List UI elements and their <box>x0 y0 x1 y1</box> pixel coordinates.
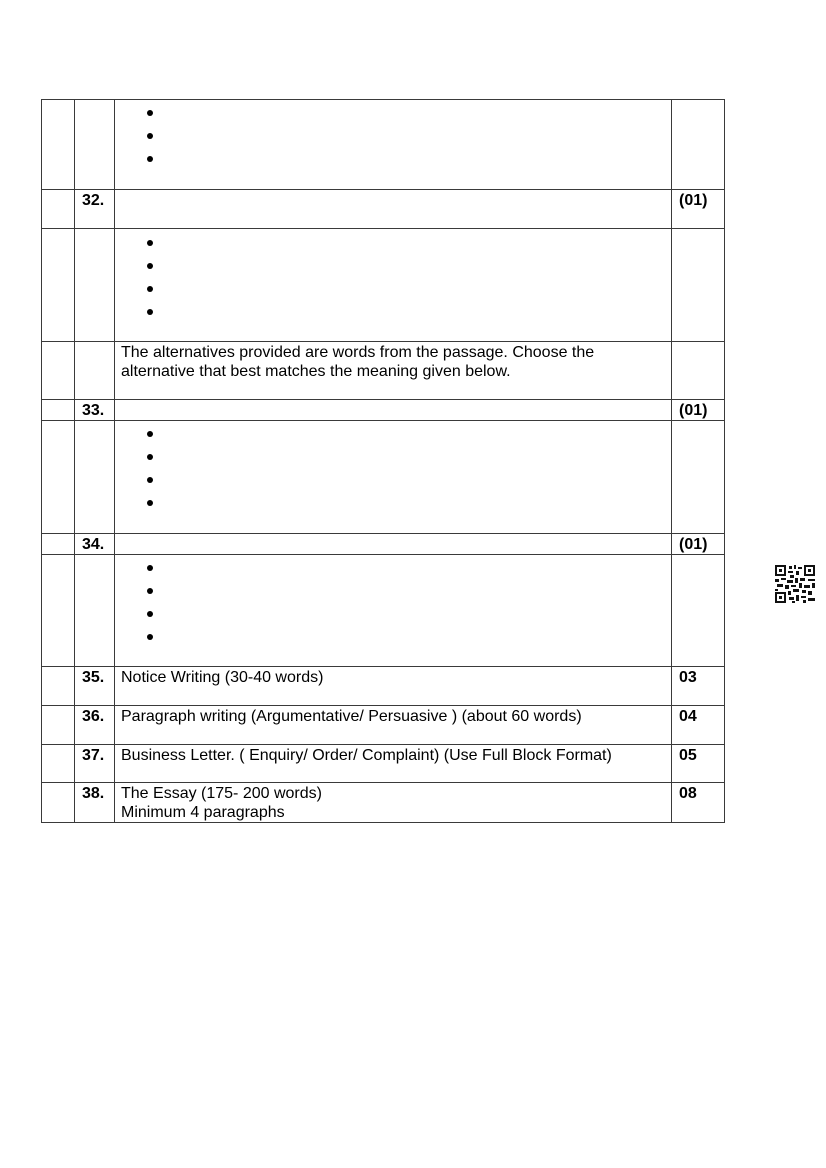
list-item <box>145 102 671 125</box>
blank-cell <box>672 229 725 342</box>
answer-options-cell <box>115 100 672 190</box>
table-row <box>42 706 725 745</box>
list-item <box>145 446 671 469</box>
list-item <box>145 301 671 324</box>
list-item <box>145 278 671 301</box>
bullet-icon <box>147 431 153 437</box>
list-item <box>145 255 671 278</box>
list-item <box>145 580 671 603</box>
question-number: 34. <box>75 534 115 555</box>
blank-cell <box>42 421 75 534</box>
qr-code-icon <box>775 565 815 603</box>
instruction-text: The alternatives provided are words from the passage. Choose the alternative that best matches the meaning given below. <box>115 342 672 400</box>
question-marks: 05 <box>672 745 725 783</box>
bullet-list <box>115 229 671 324</box>
question-text: Business Letter. ( Enquiry/ Order/ Complaint) (Use Full Block Format) <box>115 745 672 783</box>
blank-cell <box>42 400 75 421</box>
bullet-icon <box>147 588 153 594</box>
bullet-icon <box>147 477 153 483</box>
bullet-icon <box>147 133 153 139</box>
table-row <box>42 667 725 706</box>
bullet-icon <box>147 500 153 506</box>
list-item <box>145 469 671 492</box>
question-marks: 03 <box>672 667 725 706</box>
question-number: 38. <box>75 783 115 823</box>
blank-cell <box>115 400 672 421</box>
marking-scheme-table <box>41 99 725 823</box>
question-text-line: The Essay (175- 200 words) <box>121 785 322 802</box>
table-row <box>42 421 725 534</box>
question-number: 35. <box>75 667 115 706</box>
blank-cell <box>75 555 115 667</box>
table-row <box>42 342 725 400</box>
blank-cell <box>42 745 75 783</box>
bullet-icon <box>147 634 153 640</box>
table-row <box>42 190 725 229</box>
table-row <box>42 534 725 555</box>
question-marks: (01) <box>672 190 725 229</box>
question-text-line: Minimum 4 paragraphs <box>121 804 285 821</box>
question-text <box>115 783 672 823</box>
bullet-icon <box>147 286 153 292</box>
list-item <box>145 557 671 580</box>
list-item <box>145 148 671 171</box>
blank-cell <box>672 421 725 534</box>
question-marks: (01) <box>672 534 725 555</box>
bullet-list <box>115 555 671 649</box>
answer-options-cell <box>115 229 672 342</box>
blank-cell <box>42 555 75 667</box>
blank-cell <box>75 229 115 342</box>
table-row <box>42 400 725 421</box>
bullet-icon <box>147 263 153 269</box>
bullet-icon <box>147 156 153 162</box>
blank-cell <box>75 342 115 400</box>
blank-cell <box>42 342 75 400</box>
question-text: Paragraph writing (Argumentative/ Persuasive ) (about 60 words) <box>115 706 672 745</box>
blank-cell <box>42 534 75 555</box>
list-item <box>145 603 671 626</box>
list-item <box>145 423 671 446</box>
list-item <box>145 125 671 148</box>
blank-cell <box>115 534 672 555</box>
question-number: 37. <box>75 745 115 783</box>
list-item <box>145 626 671 649</box>
blank-cell <box>42 783 75 823</box>
list-item <box>145 492 671 515</box>
blank-cell <box>42 667 75 706</box>
bullet-icon <box>147 240 153 246</box>
blank-cell <box>672 100 725 190</box>
blank-cell <box>115 190 672 229</box>
blank-cell <box>75 100 115 190</box>
bullet-icon <box>147 110 153 116</box>
blank-cell <box>672 342 725 400</box>
answer-options-cell <box>115 555 672 667</box>
table-row <box>42 745 725 783</box>
question-text: Notice Writing (30-40 words) <box>115 667 672 706</box>
list-item <box>145 232 671 255</box>
blank-cell <box>42 190 75 229</box>
blank-cell <box>42 706 75 745</box>
bullet-icon <box>147 309 153 315</box>
table-row <box>42 555 725 667</box>
blank-cell <box>42 100 75 190</box>
table-row <box>42 100 725 190</box>
question-number: 32. <box>75 190 115 229</box>
answer-options-cell <box>115 421 672 534</box>
question-marks: 08 <box>672 783 725 823</box>
table-row <box>42 783 725 823</box>
table-row <box>42 229 725 342</box>
bullet-icon <box>147 565 153 571</box>
bullet-icon <box>147 611 153 617</box>
question-marks: 04 <box>672 706 725 745</box>
bullet-list <box>115 100 671 171</box>
bullet-icon <box>147 454 153 460</box>
blank-cell <box>42 229 75 342</box>
question-number: 36. <box>75 706 115 745</box>
question-marks: (01) <box>672 400 725 421</box>
blank-cell <box>75 421 115 534</box>
question-number: 33. <box>75 400 115 421</box>
bullet-list <box>115 421 671 515</box>
blank-cell <box>672 555 725 667</box>
